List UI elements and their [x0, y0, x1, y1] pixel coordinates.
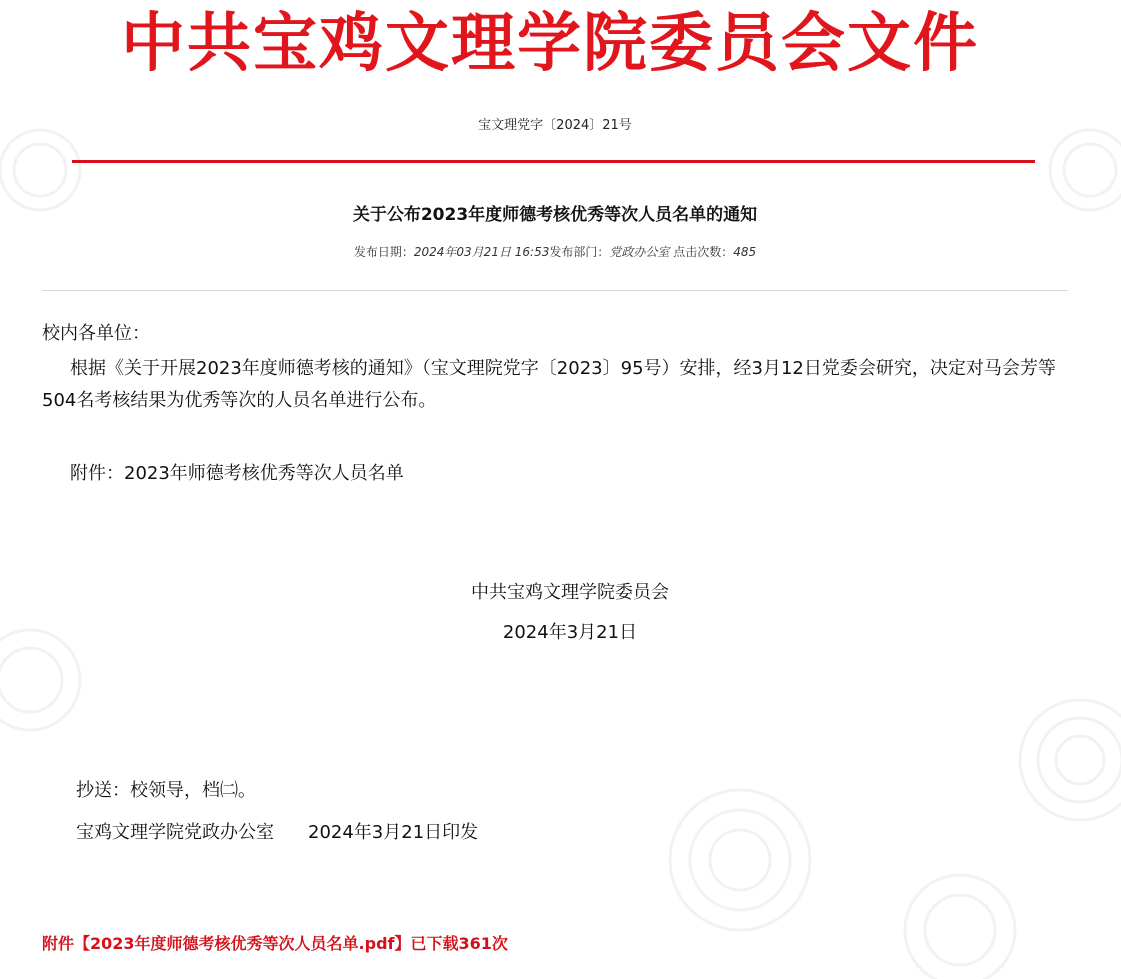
issuer-office: 宝鸡文理学院党政办公室: [76, 822, 274, 843]
signature-date: 2024年3月21日: [502, 622, 638, 643]
click-count-value: 485: [733, 245, 757, 259]
publish-dept-label: 发布部门：: [549, 245, 610, 259]
salutation: 校内各单位：: [42, 323, 150, 344]
click-count-label: 点击次数：: [673, 245, 734, 259]
document-header-title: 中共宝鸡文理学院委员会文件: [121, 6, 979, 81]
meta-divider: [42, 290, 1068, 291]
issue-date: 2024年3月21日印发: [308, 822, 479, 843]
notice-meta: [0, 243, 1110, 260]
publish-date-label: 发布日期：: [353, 245, 414, 259]
document-number: 宝文理党字〔2024〕21号: [478, 118, 632, 133]
header-red-divider: [72, 160, 1035, 163]
signature-org: 中共宝鸡文理学院委员会: [471, 582, 669, 603]
cc-line: 抄送：校领导，档㈡。: [76, 780, 256, 801]
attachment-note: 附件：2023年师德考核优秀等次人员名单: [70, 463, 404, 484]
publish-dept-value: 党政办公室: [609, 245, 670, 259]
attachment-download-link[interactable]: 附件【2023年度师德考核优秀等次人员名单.pdf】已下载361次: [42, 934, 508, 953]
notice-title: 关于公布2023年度师德考核优秀等次人员名单的通知: [352, 205, 758, 225]
body-paragraph: 根据《关于开展2023年度师德考核的通知》（宝文理院党字〔2023〕95号）安排，经3月12日党委会研究，决定对马会芳等504名考核结果为优秀等次的人员名单进行公布。: [42, 358, 1056, 411]
issue-line: [76, 818, 478, 844]
publish-date-value: 2024年03月21日 16:53: [413, 245, 550, 259]
